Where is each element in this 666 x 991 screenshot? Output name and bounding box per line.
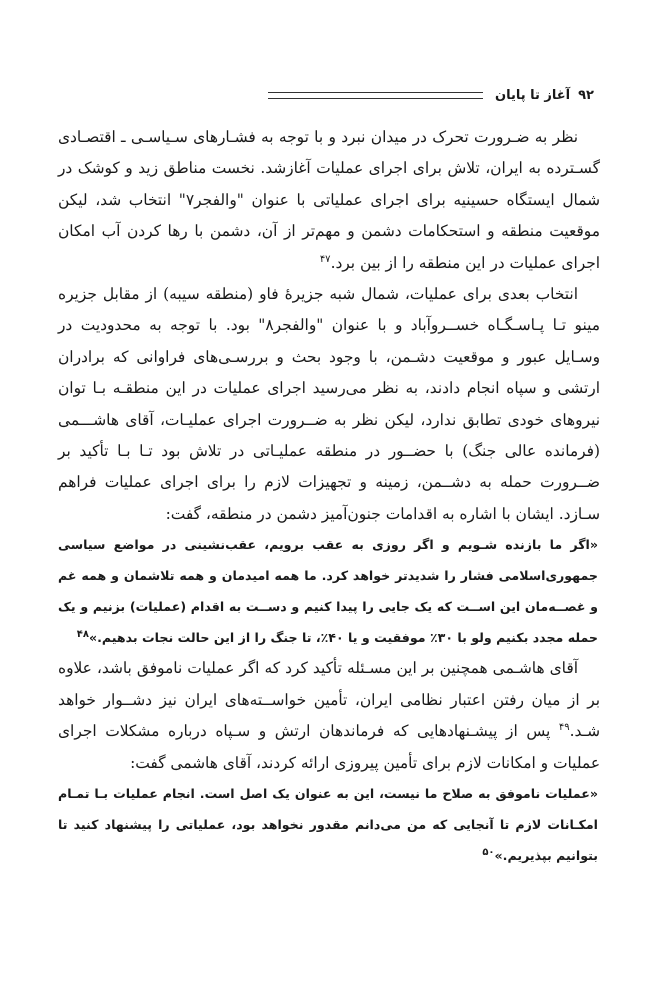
page-number: ۹۲: [578, 87, 594, 103]
paragraph-1: [58, 122, 600, 279]
paragraph-2-text: انتخاب بعدی برای عملیات، شمال شبه جزیرهٔ فاو (منطقه سیبه) از مقابل جزیره مینو تـا پـاسـگـاه خســروآباد و با عنوان "والفجر۸" بود. با توجه به محدودیت در وسـایل عبور و موقعیت دشـمن، با وجود بحث و بررسـی‌های فراوانی که برادران ارتشی و سپاه انجام دادند، به نظر می‌رسید اجرای عملیات در این منطقـه بـا توان نیروهای خودی تطابق ندارد، لیکن نظر به ضــرورت اجرای عملیـات، آقای هاشـــمی (فرمانده عالی جنگ) با حضــور در منطقه عملیـاتی در تلاش بود تـا بـا تأکید بر ضــرورت حمله به دشــمن، زمینه و تجهیزات لازم را برای اجرای عملیات فراهم سـازد. ایشان با اشاره به اقدامات جنون‌آمیز دشمن در منطقه، گفت:: [58, 285, 600, 523]
footnote-ref-47: ۴۷: [319, 253, 331, 265]
quote-2-text: «عملیات ناموفق به صلاح ما نیست، این به عنوان یک اصل است. انجام عملیات بـا تمـام امکـانات لازم تا آنجایی که من می‌دانم مقدور نخواهد بود، عملیاتی را پیشنهاد کنید تا بتوانیم بپذیریم.»: [58, 786, 598, 863]
paragraph-3-text-a: آقای هاشـمی همچنین بر این مسـئله تأکید کرد که اگر عملیات ناموفق باشد، علاوه بر از میان رفتن اعتبار نظامی ایران، تأمین خواســته‌های ایران نیز دشــوار خواهد شـد.: [58, 659, 600, 741]
page-header: [58, 82, 600, 108]
body-text: [58, 122, 600, 871]
quote-1-text: «اگر ما بازنده شـویم و اگر روزی به عقب برویم، عقب‌نشینی در مواضع سیاسی جمهوری‌اسلامی فشار را شدیدتر خواهد کرد. ما همه امیدمان و همه تلاشمان و همه غم و غصــه‌مان این اســت که یک جایی را پیدا کنیم و دســت به اقدام (عملیات) بزنیم و یک حمله مجدد بکنیم ولو با ۳۰٪ موفقیت و یا ۴۰٪، تا جنگ را از این حالت نجات بدهیم.»: [58, 537, 598, 645]
running-title: آغاز تا پایان: [494, 87, 571, 103]
paragraph-3: [58, 653, 600, 779]
quote-1: [58, 530, 600, 653]
paragraph-2: [58, 279, 600, 530]
header-rule: [268, 92, 483, 99]
footnote-ref-50: ۵۰: [482, 846, 495, 858]
quote-2: [58, 779, 600, 871]
footnote-ref-49: ۴۹: [558, 722, 570, 734]
footnote-ref-48: ۴۸: [76, 628, 89, 640]
paragraph-3-text-b: پس از پیشـنهادهایی که فرماندهان ارتش و سـپاه درباره مشکلات اجرای عملیات و امکانات لازم برای تأمین پیروزی ارائه کردند، آقای هاشمی گفت:: [58, 722, 600, 772]
paragraph-1-text: نظر به ضـرورت تحرک در میدان نبرد و با توجه به فشـارهای سـیاسـی ـ اقتصـادی گسـترده به ایران، تلاش برای اجرای عملیات آغازشد. نخست مناطق زید و کوشک در شمال ایستگاه حسینیه برای اجرای عملیاتی با عنوان "والفجر۷" انتخاب شد، لیکن موقعیت منطقه و استحکامات دشمن و مهم‌تر از آن، دشمن با رها کردن آب امکان اجرای عملیات در این منطقه را از بین برد.: [58, 128, 600, 272]
